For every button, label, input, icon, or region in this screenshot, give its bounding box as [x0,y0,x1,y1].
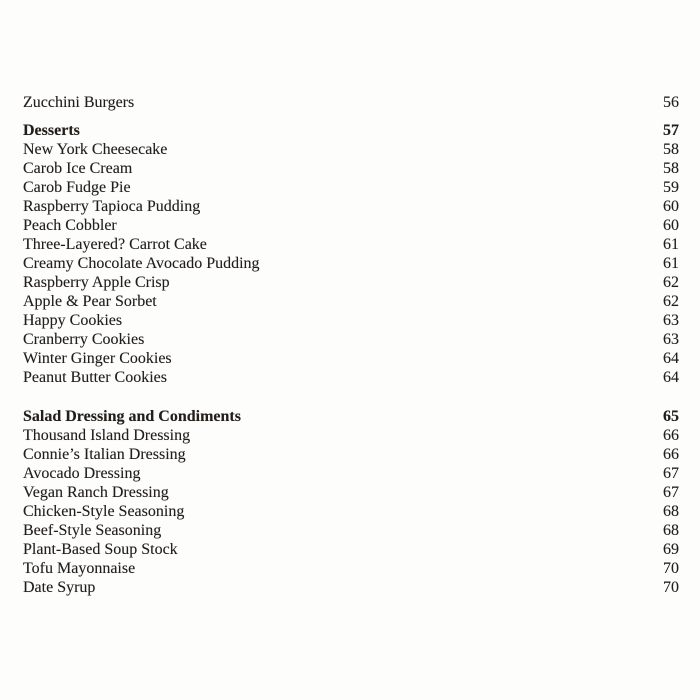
toc-entry-title: Carob Ice Cream [23,160,133,177]
toc-section-header [23,407,679,426]
toc-entry [23,502,679,521]
toc-entry [23,311,679,330]
toc-entry-title: Chicken-Style Seasoning [23,503,185,520]
toc-entry-title: Peanut Butter Cookies [23,369,167,386]
toc-entry-title: Happy Cookies [23,312,123,329]
toc-entry [23,292,679,311]
toc-section-page-number: 65 [663,408,679,425]
toc-entry-page-number: 56 [663,94,679,111]
toc-entry-title: Raspberry Tapioca Pudding [23,198,201,215]
toc-entry [23,426,679,445]
toc-entry [23,578,679,597]
toc-entry [23,140,679,159]
toc-entry [23,93,679,112]
toc-entry-title: Connie’s Italian Dressing [23,446,186,463]
toc-entry [23,445,679,464]
toc-entry-title: Raspberry Apple Crisp [23,274,170,291]
toc-entry-page-number: 68 [663,503,679,520]
toc-entry [23,464,679,483]
toc-entry-page-number: 59 [663,179,679,196]
toc-section-header [23,121,679,140]
toc-entry-page-number: 69 [663,541,679,558]
toc-entry-page-number: 60 [663,217,679,234]
toc-entry-page-number: 63 [663,331,679,348]
toc-entry-title: Three-Layered? Carrot Cake [23,236,207,253]
toc-entry-title: Date Syrup [23,579,96,596]
toc-entry-title: Carob Fudge Pie [23,179,131,196]
toc-entry-title: Zucchini Burgers [23,94,135,111]
toc-entry [23,559,679,578]
toc-entry-title: Plant-Based Soup Stock [23,541,178,558]
toc-entry [23,349,679,368]
toc-entry-title: Peach Cobbler [23,217,117,234]
toc-entry-page-number: 63 [663,312,679,329]
toc-entry-page-number: 61 [663,255,679,272]
toc-entry [23,235,679,254]
toc-entry [23,483,679,502]
toc-entry-title: Tofu Mayonnaise [23,560,136,577]
toc-entry-page-number: 60 [663,198,679,215]
toc-entry [23,159,679,178]
toc-section-title: Desserts [23,122,80,139]
toc-entry [23,216,679,235]
toc-entry [23,368,679,387]
toc-entry-page-number: 70 [663,560,679,577]
toc-entry-title: Apple & Pear Sorbet [23,293,157,310]
toc-entry-page-number: 64 [663,350,679,367]
toc-entry-page-number: 64 [663,369,679,386]
toc-entry-page-number: 62 [663,293,679,310]
toc-entry [23,540,679,559]
toc-entry-page-number: 67 [663,465,679,482]
toc-entry [23,330,679,349]
toc-entry-page-number: 62 [663,274,679,291]
toc-entry [23,197,679,216]
toc-entry [23,521,679,540]
toc-entry-page-number: 58 [663,160,679,177]
toc-entry-page-number: 61 [663,236,679,253]
toc-entry [23,273,679,292]
toc-list [23,93,679,597]
toc-section-title: Salad Dressing and Condiments [23,408,241,425]
toc-entry-page-number: 67 [663,484,679,501]
toc-entry-title: New York Cheesecake [23,141,168,158]
toc-entry [23,254,679,273]
toc-entry-page-number: 70 [663,579,679,596]
toc-entry-title: Beef-Style Seasoning [23,522,162,539]
toc-entry-title: Creamy Chocolate Avocado Pudding [23,255,260,272]
toc-entry-title: Vegan Ranch Dressing [23,484,169,501]
toc-entry-title: Avocado Dressing [23,465,141,482]
toc-entry-page-number: 66 [663,427,679,444]
toc-section-page-number: 57 [663,122,679,139]
toc-entry-title: Thousand Island Dressing [23,427,191,444]
toc-entry [23,178,679,197]
toc-entry-title: Cranberry Cookies [23,331,145,348]
toc-entry-page-number: 68 [663,522,679,539]
toc-entry-page-number: 66 [663,446,679,463]
toc-entry-page-number: 58 [663,141,679,158]
toc-entry-title: Winter Ginger Cookies [23,350,172,367]
